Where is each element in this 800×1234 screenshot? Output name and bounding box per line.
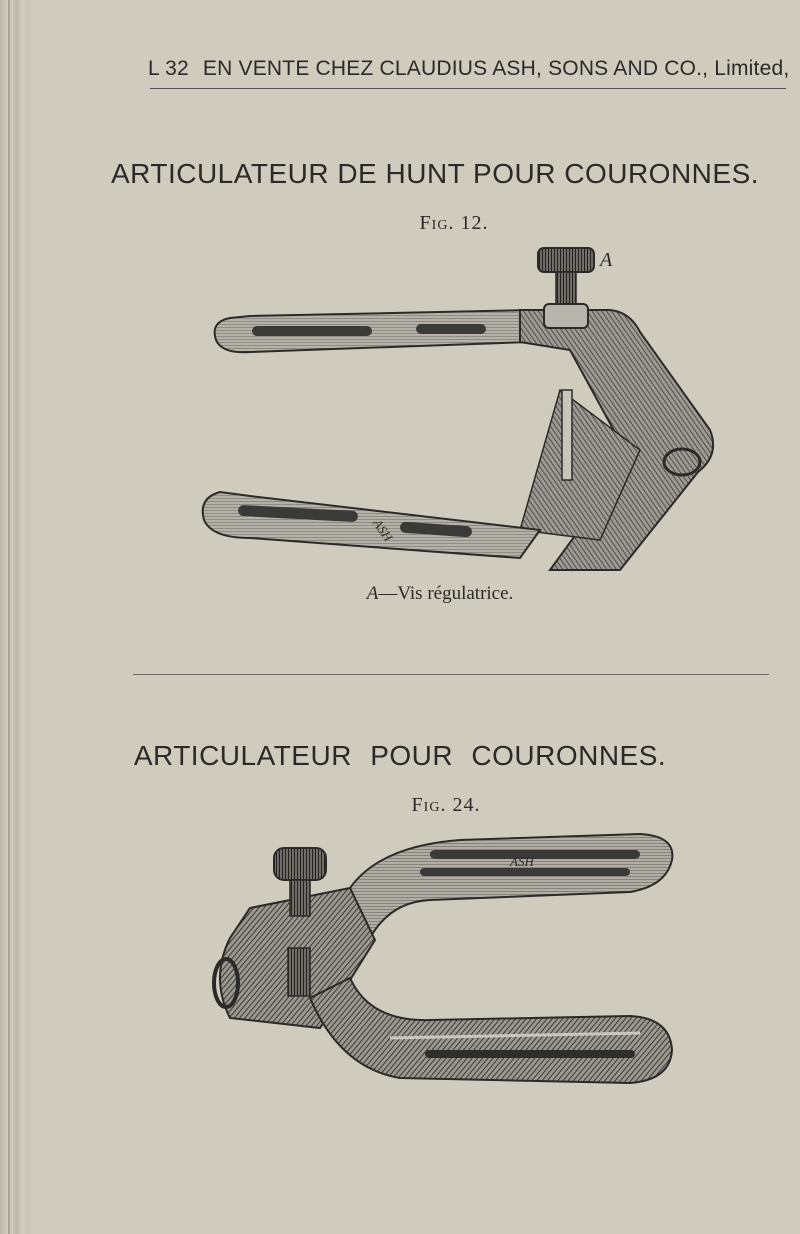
header-rule	[150, 88, 786, 89]
fig12-marker-a: A	[600, 249, 613, 271]
page-number: L 32	[148, 57, 189, 80]
fig12-label: Fig. 12.	[419, 212, 489, 234]
fig24-label: Fig. 24.	[411, 794, 481, 816]
fig12-engraving: ASH	[370, 516, 396, 545]
fig24-engraving: ASH	[510, 854, 534, 869]
fig12-illustration	[190, 240, 730, 580]
header-text: EN VENTE CHEZ CLAUDIUS ASH, SONS AND CO., Limited,	[202, 57, 790, 80]
page-header	[148, 57, 790, 81]
page-edge	[0, 0, 30, 1234]
section2-title: ARTICULATEUR POUR COURONNES.	[133, 740, 667, 771]
caption-text: —Vis régulatrice.	[378, 583, 514, 604]
fig12-caption	[280, 583, 600, 605]
caption-letter: A	[366, 583, 379, 604]
fig24-illustration	[200, 828, 680, 1098]
section1-title: ARTICULATEUR DE HUNT POUR COURONNES.	[110, 158, 760, 189]
section-divider	[133, 674, 769, 675]
